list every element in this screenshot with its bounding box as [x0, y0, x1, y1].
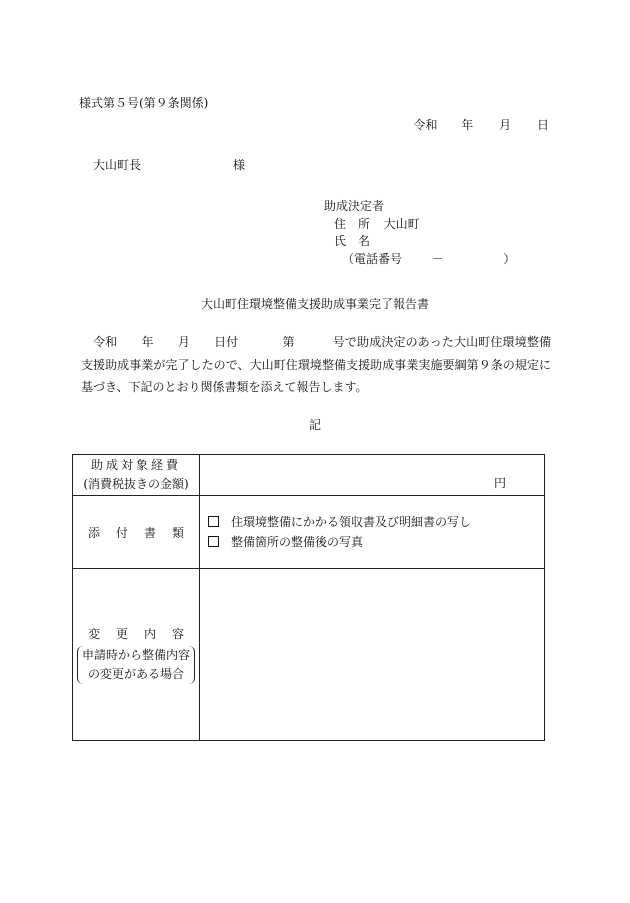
date-day: 日: [536, 118, 549, 132]
cost-label-sub: (消費税抜きの金額): [83, 477, 189, 491]
cost-value-cell[interactable]: [200, 455, 545, 496]
addressee-name: 大山町長: [93, 158, 142, 172]
cost-unit: 円: [493, 476, 506, 490]
change-value-cell[interactable]: [200, 569, 545, 741]
body-no: 第: [282, 335, 295, 349]
attachments-cell: [200, 496, 545, 569]
checkbox-icon[interactable]: [208, 516, 219, 527]
phone-dash: －: [431, 251, 444, 266]
date-line: [413, 118, 549, 132]
attachment-item-receipts[interactable]: 住環境整備にかかる領収書及び明細書の写し: [200, 512, 544, 532]
attachments-label: 添付書類: [73, 496, 200, 569]
body-era: 令和: [93, 335, 118, 349]
ki-heading: 記: [308, 418, 321, 432]
body-day: 日付: [213, 335, 239, 349]
attachment-item-photos[interactable]: 整備箇所の整備後の写真: [200, 532, 544, 552]
address-value: 大山町: [383, 216, 420, 231]
form-number: 様式第５号(第９条関係): [79, 96, 209, 110]
change-title: 変更内容: [87, 627, 200, 641]
body-month: 月: [177, 335, 190, 349]
document-title: 大山町住環境整備支援助成事業完了報告書: [200, 297, 429, 311]
cost-label-main: 助成対象経費: [90, 458, 181, 472]
phone-close: ）: [503, 251, 516, 266]
applicant-label: 助成決定者: [324, 199, 385, 213]
date-month: 月: [499, 118, 512, 132]
body-paragraph: [81, 331, 551, 399]
cost-row: [73, 455, 545, 496]
attachments-row: [73, 496, 545, 569]
applicant-address: [324, 216, 515, 234]
body-text: 号で助成決定のあった大山町住環境整備支援助成事業が完了したので、大山町住環境整備支援助成事業実施要綱第９条の規定に基づき、下記のとおり関係書類を添えて報告します。: [81, 335, 551, 394]
detail-table: [72, 454, 545, 741]
date-era: 令和: [413, 118, 438, 132]
applicant-block: [324, 198, 515, 268]
change-note: [77, 646, 195, 684]
applicant-phone: [324, 251, 515, 269]
applicant-name: 氏 名: [334, 234, 371, 248]
address-label: 住 所: [334, 216, 371, 231]
change-note-line2: の変更がある場合: [87, 667, 184, 681]
change-label: [73, 569, 200, 741]
checkbox-icon[interactable]: [208, 536, 219, 547]
change-row: [73, 569, 545, 741]
change-note-line1: 申請時から整備内容: [81, 648, 190, 662]
addressee: [93, 158, 245, 172]
phone-label: （電話番号: [342, 251, 403, 266]
cost-label: [73, 455, 200, 496]
body-year: 年: [141, 335, 154, 349]
addressee-honorific: 様: [233, 158, 246, 172]
date-year: 年: [461, 118, 474, 132]
